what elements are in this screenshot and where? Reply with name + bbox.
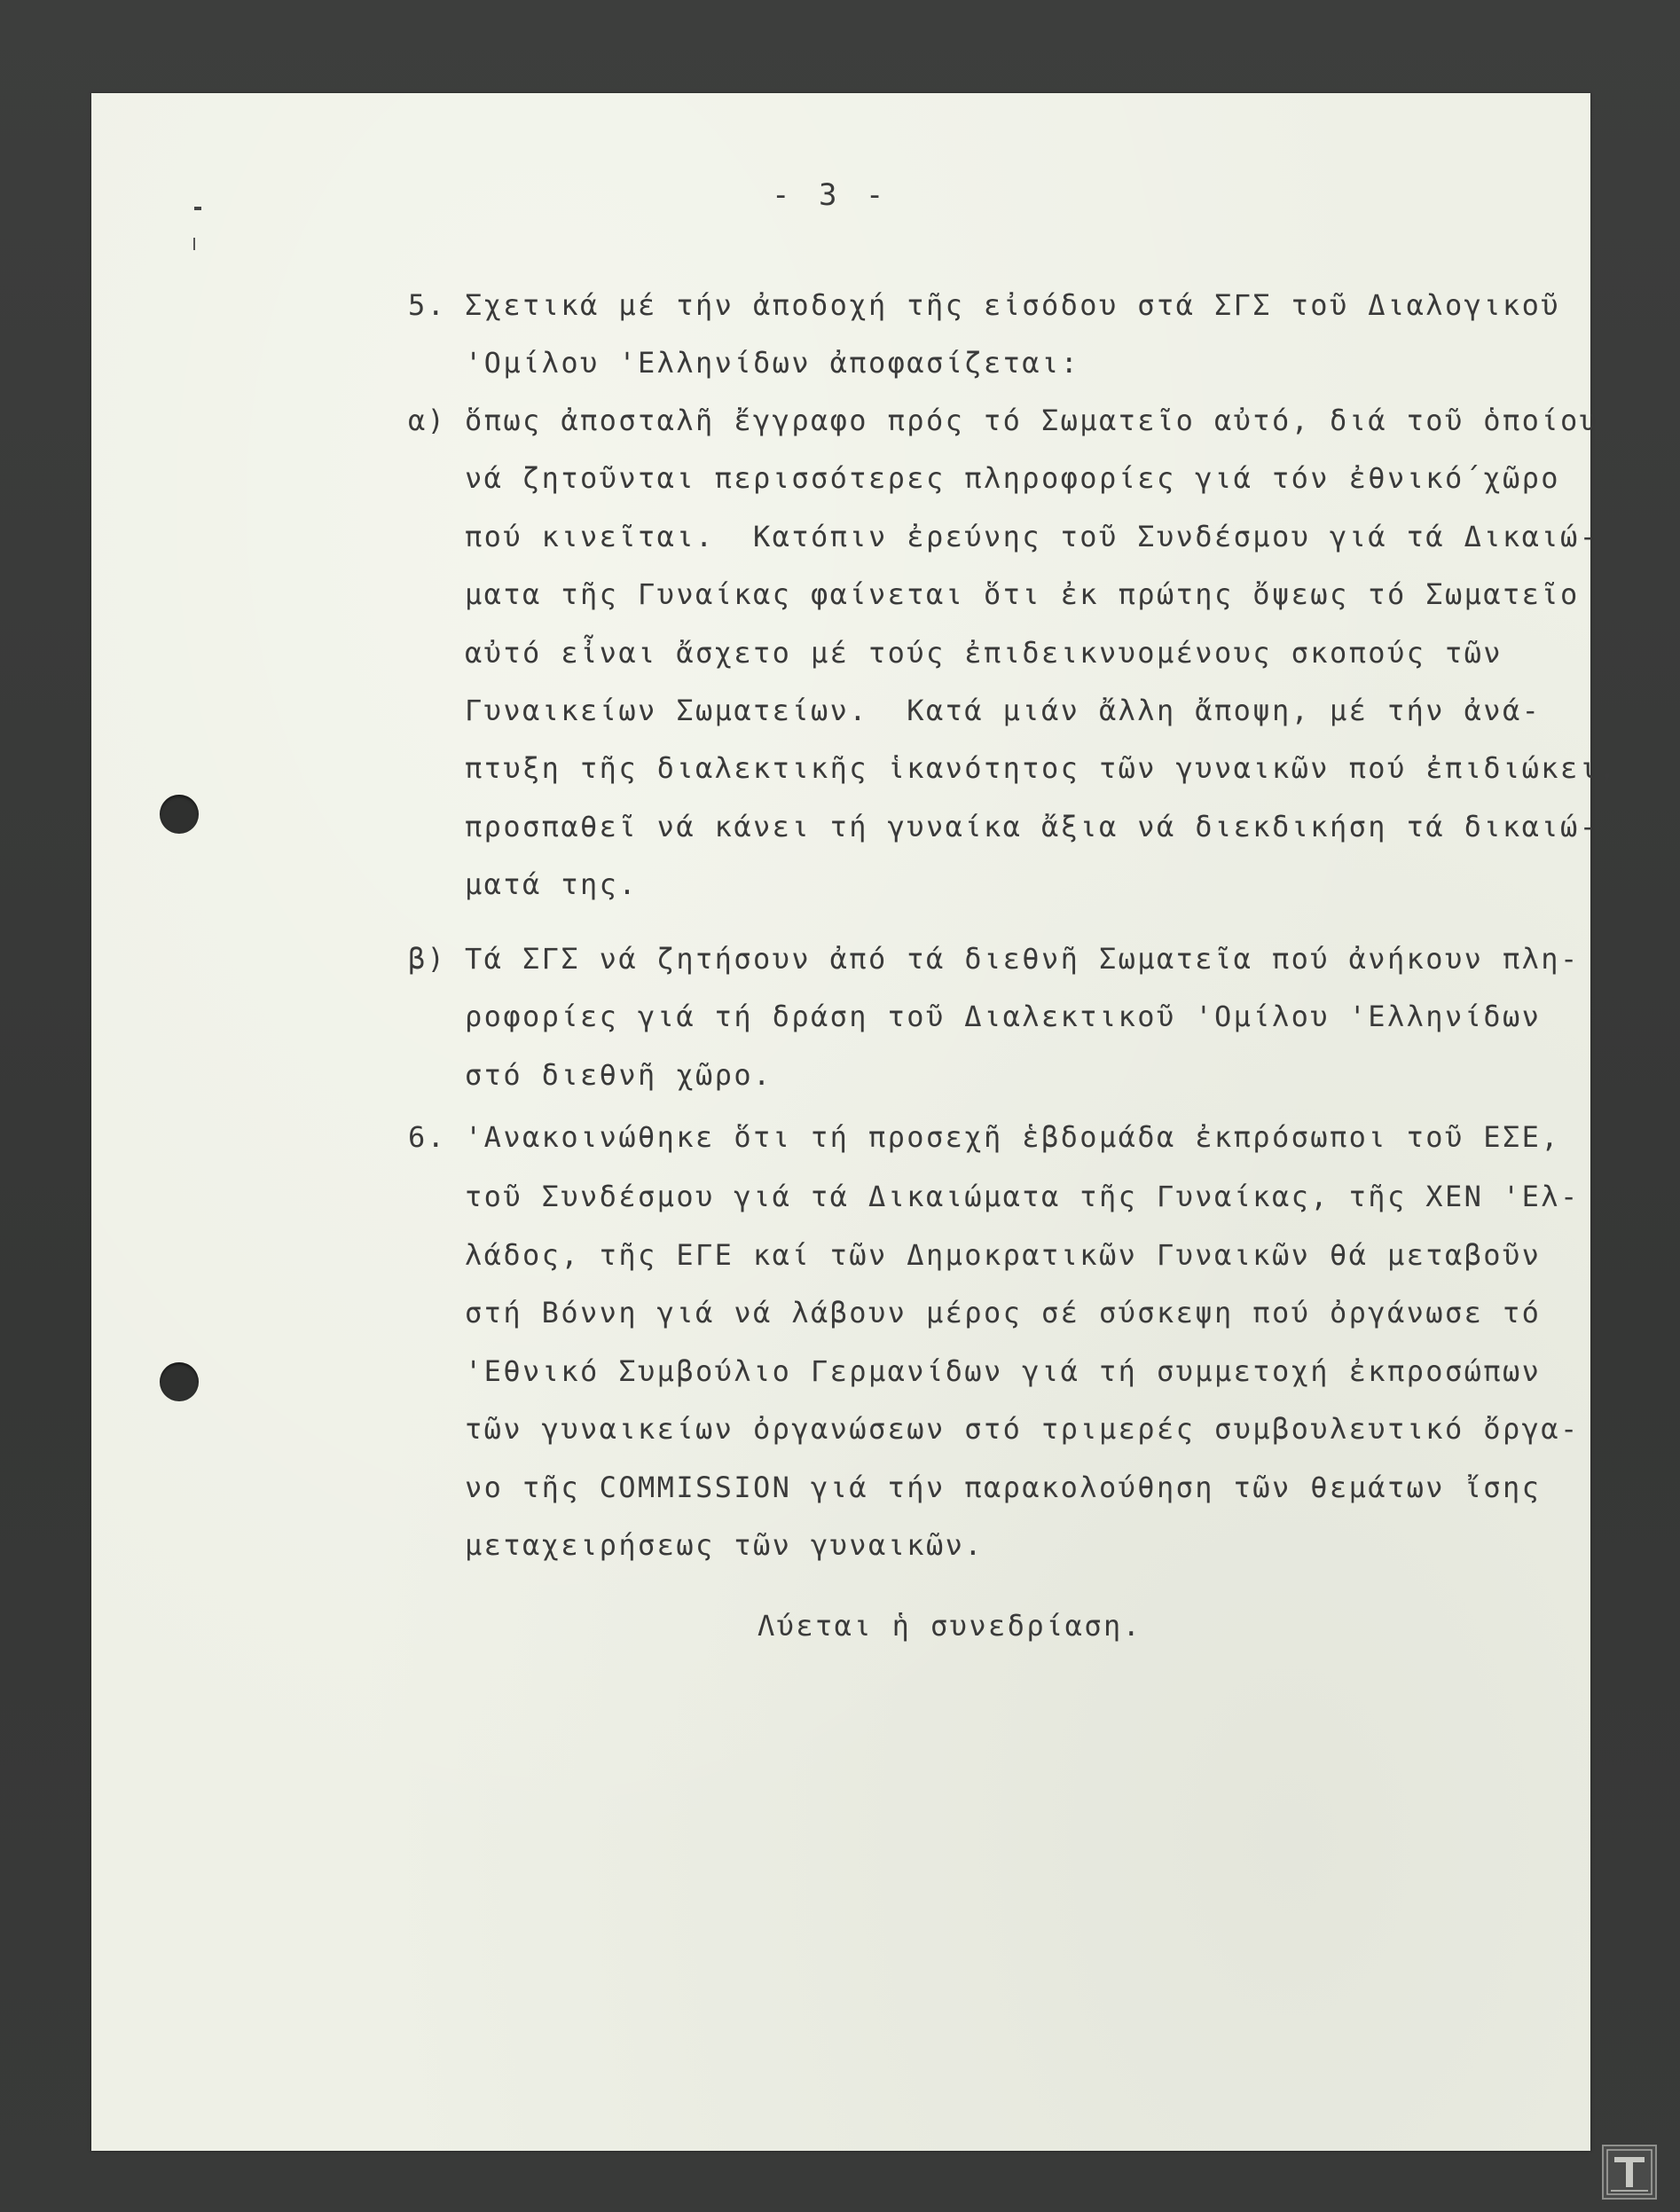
text-line: λάδος, τῆς ΕΓΕ καί τῶν Δημοκρατικῶν Γυναικῶν θά μεταβοῦν xyxy=(465,1238,1542,1272)
text-line: 'Ανακοινώθηκε ὅτι τή προσεχῆ ἑβδομάδα ἐκπρόσωποι τοῦ ΕΣΕ, xyxy=(465,1120,1560,1154)
text-line: 'Εθνικό Συμβούλιο Γερμανίδων γιά τή συμμετοχή ἐκπροσώπων xyxy=(465,1354,1542,1388)
text-line: στή Βόννη γιά νά λάβουν μέρος σέ σύσκεψη πού ὀργάνωσε τό xyxy=(465,1296,1542,1330)
text-line: νά ζητοῦνται περισσότερες πληροφορίες γιά τόν ἐθνικό΄χῶρο xyxy=(465,461,1560,495)
text-line: Σχετικά μέ τήν ἀποδοχή τῆς εἰσόδου στά ΣΓΣ τοῦ Διαλογικοῦ xyxy=(465,288,1560,322)
text-line: ροφορίες γιά τή δράση τοῦ Διαλεκτικοῦ 'Ομίλου 'Ελληνίδων xyxy=(465,1000,1542,1033)
text-line: ματά της. xyxy=(465,867,638,901)
text-line: 'Ομίλου 'Ελληνίδων ἀποφασίζεται: xyxy=(465,346,1080,380)
text-line: μεταχειρήσεως τῶν γυναικῶν. xyxy=(465,1528,984,1562)
text-line: Τά ΣΓΣ νά ζητήσουν ἀπό τά διεθνῆ Σωματεῖα πού ἀνήκουν πλη- xyxy=(465,942,1580,976)
text-line: ὅπως ἀποσταλῆ ἔγγραφο πρός τό Σωματεῖο αὐτό, διά τοῦ ὁποίου xyxy=(465,404,1599,437)
text-line: τῶν γυναικείων ὀργανώσεων στό τριμερές συμβουλευτικό ὄργα- xyxy=(465,1412,1580,1446)
item-marker: α) xyxy=(408,404,447,437)
item-marker: 6. xyxy=(408,1120,447,1154)
archive-logo-icon xyxy=(1602,2145,1657,2200)
closing-line: Λύεται ἡ συνεδρίαση. xyxy=(758,1609,1142,1643)
text-line: πού κινεῖται. Κατόπιν ἐρεύνης τοῦ Συνδέσμου γιά τά Δικαιώ- xyxy=(465,520,1599,553)
item-marker: β) xyxy=(408,942,447,976)
text-line: αὐτό εἶναι ἄσχετο μέ τούς ἐπιδεικνυομένους σκοπούς τῶν xyxy=(465,636,1503,670)
text-line: Γυναικείων Σωματείων. Κατά μιάν ἄλλη ἄποψη, μέ τήν ἀνά- xyxy=(465,694,1542,727)
page-number: - 3 - xyxy=(772,177,890,213)
text-line: προσπαθεῖ νά κάνει τή γυναίκα ἄξια νά διεκδικήση τά δικαιώ- xyxy=(465,810,1599,843)
item-marker: 5. xyxy=(408,288,447,322)
text-line: πτυξη τῆς διαλεκτικῆς ἱκανότητος τῶν γυναικῶν πού ἐπιδιώκει, xyxy=(465,751,1618,785)
text-line: τοῦ Συνδέσμου γιά τά Δικαιώματα τῆς Γυναίκας, τῆς ΧΕΝ 'Ελ- xyxy=(465,1180,1580,1213)
text-line: ματα τῆς Γυναίκας φαίνεται ὅτι ἐκ πρώτης ὄψεως τό Σωματεῖο xyxy=(465,577,1580,611)
text-line: νο τῆς COMMISSION γιά τήν παρακολούθηση τῶν θεμάτων ἴσης xyxy=(465,1471,1542,1504)
text-line: στό διεθνῆ χῶρο. xyxy=(465,1058,773,1092)
